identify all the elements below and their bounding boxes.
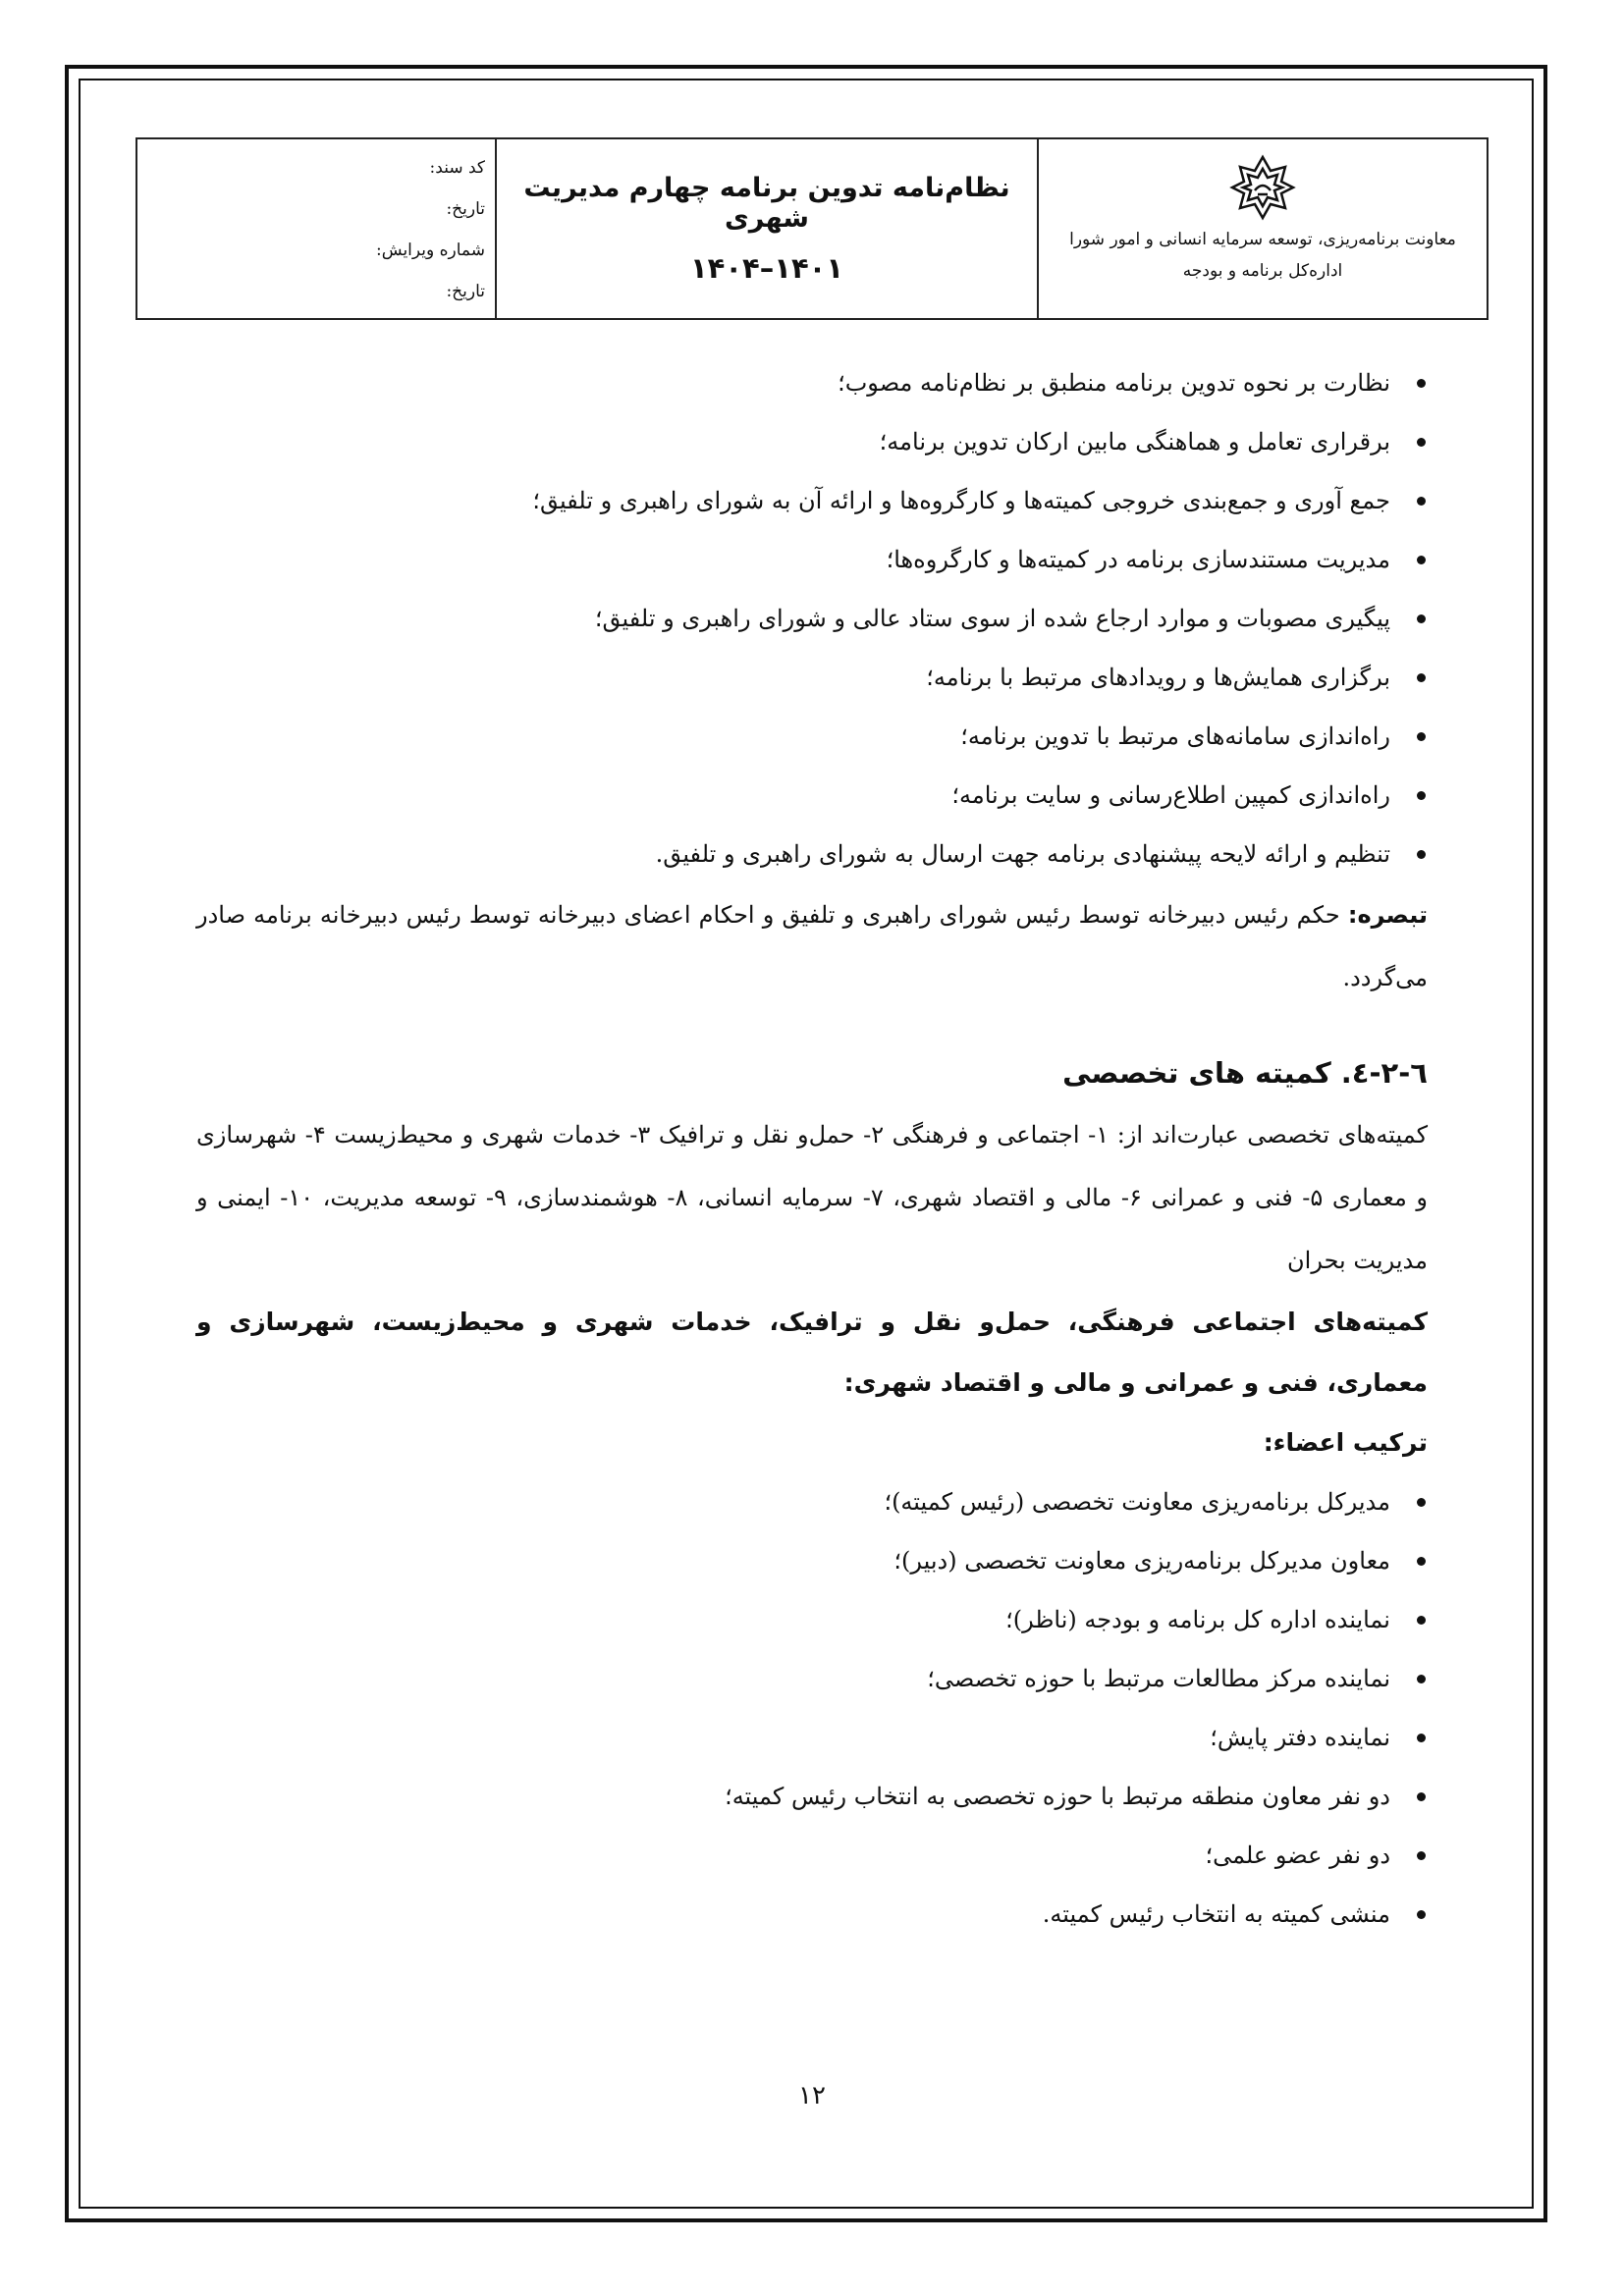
committees-intro: کمیته‌های تخصصی عبارت‌اند از: ۱- اجتماعی و فرهنگی ۲- حمل‌و نقل و ترافیک ۳- خدمات شهری و محیط‌زیست ۴- شهرسازی و معماری ۵- فنی و عمرانی ۶- مالی و اقتصاد شهری، ۷- سرمایه انسانی، ۸- هوشمندسازی، ۹- توسعه مدیریت، ۱۰- ایمنی و مدیریت بحران [196, 1121, 1429, 1274]
note-text: حکم رئیس دبیرخانه توسط رئیس شورای راهبری و تلفیق و احکام اعضای دبیرخانه توسط رئیس دبیرخانه برنامه صادر می‌گردد. [196, 901, 1428, 991]
page-number: ۱۲ [798, 2081, 826, 2110]
bullet-icon [1417, 1734, 1426, 1742]
list-item: راه‌اندازی کمپین اطلاع‌رسانی و سایت برنامه؛ [196, 766, 1390, 825]
note-paragraph [196, 883, 1428, 1009]
list-item: مدیرکل برنامه‌ریزی معاونت تخصصی (رئیس کمیته)؛ [196, 1472, 1390, 1531]
bullet-icon [1417, 791, 1426, 800]
list-item: دو نفر عضو علمی؛ [196, 1826, 1390, 1885]
date-label: تاریخ: [446, 199, 485, 219]
committee-members-list [196, 1472, 1428, 1944]
header-org-cell [1037, 139, 1487, 318]
document-header [135, 137, 1489, 320]
list-item: نظارت بر نحوه تدوین برنامه منطبق بر نظام‌نامه مصوب؛ [196, 353, 1390, 412]
bullet-icon [1417, 1498, 1426, 1507]
org-name-line1: معاونت برنامه‌ریزی، توسعه سرمایه انسانی و امور شورا [1069, 230, 1456, 249]
tehran-municipality-logo-icon [1228, 153, 1297, 222]
document-title: نظام‌نامه تدوین برنامه چهارم مدیریت شهری [523, 173, 1010, 234]
doc-code-label: کد سند: [429, 158, 485, 178]
bullet-icon [1417, 614, 1426, 623]
bullet-icon [1417, 732, 1426, 741]
page-content [196, 353, 1428, 1944]
composition-heading: ترکیب اعضاء: [1263, 1428, 1428, 1457]
document-years: ۱۴۰۱–۱۴۰۴ [689, 251, 844, 285]
list-item: برقراری تعامل و هماهنگی مابین ارکان تدوین برنامه؛ [196, 412, 1390, 471]
bullet-icon [1417, 1616, 1426, 1625]
revision-date-label: تاریخ: [446, 282, 485, 301]
list-item: راه‌اندازی سامانه‌های مرتبط با تدوین برنامه؛ [196, 707, 1390, 766]
header-meta-cell [137, 139, 495, 318]
secretariat-duties-list [196, 353, 1428, 883]
list-item: نماینده مرکز مطالعات مرتبط با حوزه تخصصی؛ [196, 1649, 1390, 1708]
org-name-line2: اداره‌کل برنامه و بودجه [1182, 261, 1343, 281]
bullet-icon [1417, 379, 1426, 388]
bullet-icon [1417, 1851, 1426, 1860]
list-item: نماینده دفتر پایش؛ [196, 1708, 1390, 1767]
section-heading: ٦-٢-٤. کمیته های تخصصی [1062, 1056, 1428, 1090]
bullet-icon [1417, 556, 1426, 564]
list-item: تنظیم و ارائه لایحه پیشنهادی برنامه جهت ارسال به شورای راهبری و تلفیق. [196, 825, 1390, 883]
bullet-icon [1417, 673, 1426, 682]
bullet-icon [1417, 1675, 1426, 1683]
list-item: معاون مدیرکل برنامه‌ریزی معاونت تخصصی (دبیر)؛ [196, 1531, 1390, 1590]
list-item: دو نفر معاون منطقه مرتبط با حوزه تخصصی به انتخاب رئیس کمیته؛ [196, 1767, 1390, 1826]
list-item: نماینده اداره کل برنامه و بودجه (ناظر)؛ [196, 1590, 1390, 1649]
bullet-icon [1417, 1557, 1426, 1566]
committees-group-title: کمیته‌های اجتماعی فرهنگی، حمل‌و نقل و ترافیک، خدمات شهری و محیط‌زیست، شهرسازی و معماری، فنی و عمرانی و مالی و اقتصاد شهری: [196, 1308, 1428, 1397]
list-item: جمع آوری و جمع‌بندی خروجی کمیته‌ها و کارگروه‌ها و ارائه آن به شورای راهبری و تلفیق؛ [196, 471, 1390, 530]
bullet-icon [1417, 1792, 1426, 1801]
header-title-cell [495, 139, 1037, 318]
revision-label: شماره ویرایش: [376, 240, 485, 260]
list-item: منشی کمیته به انتخاب رئیس کمیته. [196, 1885, 1390, 1944]
bullet-icon [1417, 850, 1426, 859]
bullet-icon [1417, 497, 1426, 506]
list-item: برگزاری همایش‌ها و رویدادهای مرتبط با برنامه؛ [196, 648, 1390, 707]
list-item: مدیریت مستندسازی برنامه در کمیته‌ها و کارگروه‌ها؛ [196, 530, 1390, 589]
bullet-icon [1417, 1910, 1426, 1919]
bullet-icon [1417, 438, 1426, 447]
note-label: تبصره: [1347, 901, 1428, 929]
list-item: پیگیری مصوبات و موارد ارجاع شده از سوی ستاد عالی و شورای راهبری و تلفیق؛ [196, 589, 1390, 648]
